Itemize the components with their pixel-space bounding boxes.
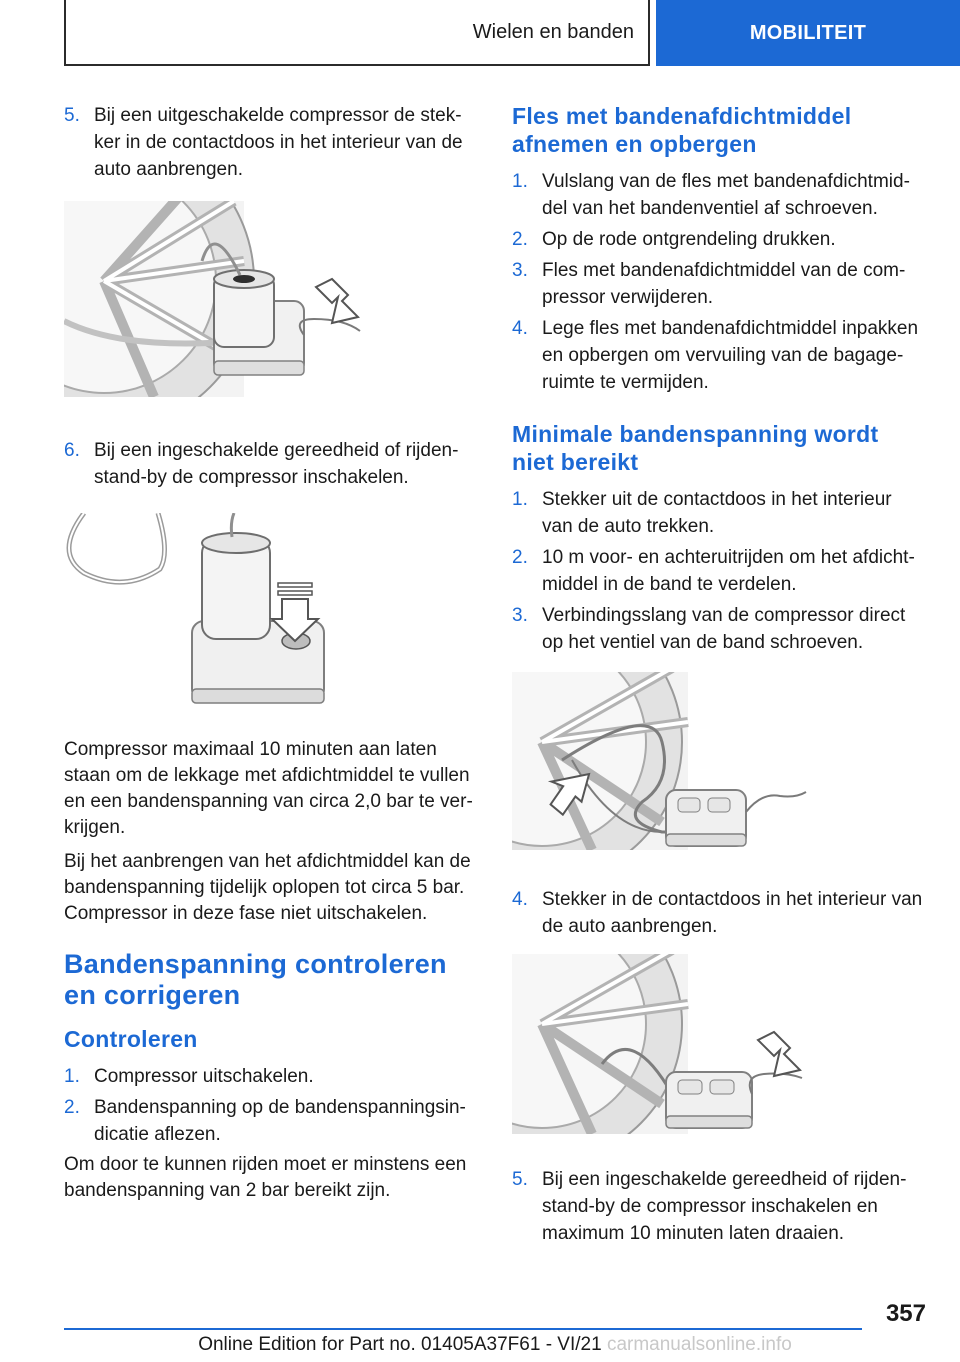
step-number: 4.: [512, 318, 528, 339]
step-text: Compressor uitschakelen.: [94, 1066, 314, 1087]
subsection-heading: Controleren: [64, 1026, 198, 1052]
figure-compressor-plug: [64, 201, 478, 397]
step-text: Lege fles met bandenafdichtmiddel inpakken en opbergen om vervuiling van de bagageruimte te vermijden.: [542, 318, 919, 393]
step-item: [64, 1063, 478, 1090]
step-item: [512, 315, 926, 396]
step-item: [64, 437, 478, 491]
edition-line: [64, 1334, 926, 1356]
wheel-compressor-plug-illustration: [512, 954, 812, 1134]
step-number: 6.: [64, 440, 80, 461]
step-text: Fles met bandenafdichtmiddel van de compressor verwijderen.: [542, 260, 906, 308]
left-column: [64, 102, 478, 1212]
step-text: Stekker in de contactdoos in het interieur van de auto aanbrengen.: [542, 889, 923, 937]
step-item: [512, 168, 926, 222]
step-text: Bij een ingeschakelde gereedheid of rijdenstand-by de compressor inschakelen.: [94, 440, 459, 488]
watermark-text: carmanualsonline.info: [606, 1334, 792, 1355]
step-item: [512, 226, 926, 253]
chapter-tab: MOBILITEIT: [656, 0, 960, 66]
step-item: [512, 544, 926, 598]
step-text: Bij een ingeschakelde gereedheid of rijdenstand-by de compressor inschakelen en maximum 10 minuten laten draaien.: [542, 1169, 907, 1244]
page-footer: [64, 1300, 926, 1362]
section-heading: Bandenspanning controleren en corrigeren: [64, 949, 447, 1010]
step-number: 2.: [512, 547, 528, 568]
step-text: Vulslang van de fles met bandenafdichtmiddel van het bandenventiel af schroeven.: [542, 171, 910, 219]
step-number: 5.: [512, 1169, 528, 1190]
step-number: 1.: [512, 171, 528, 192]
step-text: Verbindingsslang van de compressor direct op het ventiel van de band schroeven.: [542, 605, 906, 653]
step-item: [64, 102, 478, 183]
figure-hose-valve: [512, 672, 926, 850]
step-item: [512, 602, 926, 656]
step-number: 1.: [512, 489, 528, 510]
step-number: 5.: [64, 105, 80, 126]
step-item: [512, 1166, 926, 1247]
paragraph: Om door te kunnen rijden moet er minstens een bandenspanning van 2 bar bereikt zijn.: [64, 1154, 467, 1201]
step-item: [512, 257, 926, 311]
step-number: 2.: [64, 1097, 80, 1118]
subsection-heading: Minimale bandenspanning wordt niet bereikt: [512, 421, 879, 475]
section-tab: Wielen en banden: [64, 0, 650, 66]
step-text: Bandenspanning op de bandenspanningsindicatie aflezen.: [94, 1097, 466, 1145]
step-number: 4.: [512, 889, 528, 910]
right-column: [512, 102, 926, 1251]
figure-compressor-switch: [64, 513, 478, 713]
paragraph: Compressor maximaal 10 minuten aan laten staan om de lekkage met afdichtmiddel te vullen en een bandenspanning van circa 2,0 bar te verkrijgen.: [64, 739, 473, 838]
page-number: 357: [885, 1300, 926, 1327]
subsection-heading: Fles met bandenafdichtmiddel afnemen en opbergen: [512, 103, 852, 157]
step-text: Op de rode ontgrendeling drukken.: [542, 229, 836, 250]
footer-rule: [64, 1328, 862, 1330]
step-text: Stekker uit de contactdoos in het interieur van de auto trekken.: [542, 489, 892, 537]
compressor-switch-illustration: [64, 513, 364, 713]
wheel-compressor-illustration: [64, 201, 364, 397]
step-text: Bij een uitgeschakelde compressor de stekker in de contactdoos in het interieur van de auto aanbrengen.: [94, 105, 463, 180]
step-item: [512, 886, 926, 940]
page-header: [0, 0, 960, 66]
step-text: 10 m voor- en achteruitrijden om het afdichtmiddel in de band te verdelen.: [542, 547, 915, 595]
step-item: [512, 486, 926, 540]
edition-text: Online Edition for Part no. 01405A37F61 - VI/21: [198, 1334, 602, 1355]
wheel-hose-compressor-illustration: [512, 672, 812, 850]
figure-compressor-plug-2: [512, 954, 926, 1134]
paragraph: Bij het aanbrengen van het afdichtmiddel kan de bandenspanning tijdelijk oplopen tot circa 5 bar. Compressor in deze fase niet uitschakelen.: [64, 851, 471, 924]
step-number: 3.: [512, 260, 528, 281]
step-number: 1.: [64, 1066, 80, 1087]
step-item: [64, 1094, 478, 1148]
step-number: 3.: [512, 605, 528, 626]
step-number: 2.: [512, 229, 528, 250]
